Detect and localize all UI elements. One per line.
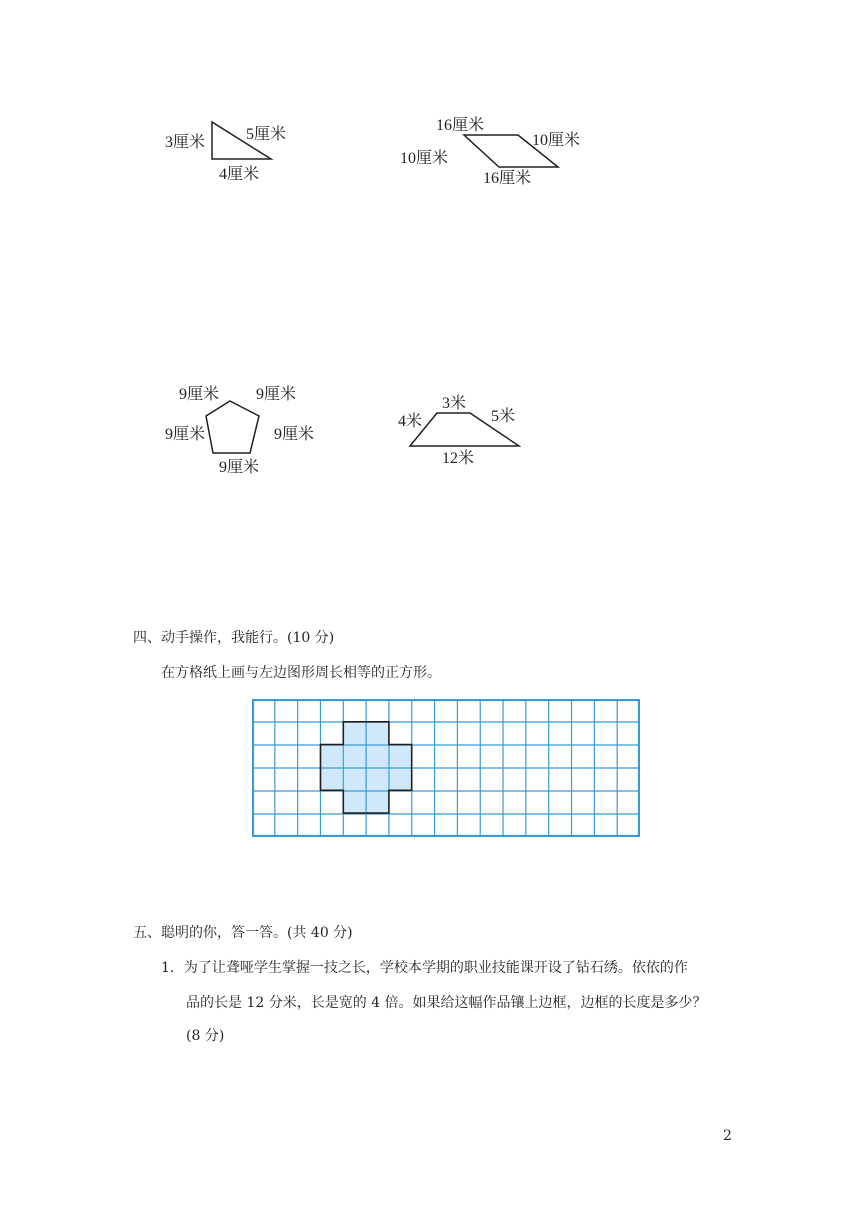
grid-svg: [252, 699, 640, 837]
pentagon-figure: [160, 376, 330, 481]
pentagon-shape: [206, 401, 259, 453]
trapezoid-bottom-label: 12米: [442, 450, 475, 467]
section-4-title: 四、动手操作，我能行。(10 分): [133, 630, 335, 646]
trapezoid-figure: [392, 388, 542, 473]
grid-paper: [252, 699, 640, 841]
parallelogram-top-label: 16厘米: [436, 117, 485, 134]
triangle-left-label: 3厘米: [165, 134, 206, 151]
question-1-line-3: (8 分): [186, 1028, 225, 1044]
pentagon-right-label: 9厘米: [274, 426, 315, 443]
section-5-title: 五、聪明的你，答一答。(共 40 分): [133, 925, 353, 941]
pentagon-top-right-label: 9厘米: [256, 386, 297, 403]
question-1-line-1: 1．为了让聋哑学生掌握一技之长，学校本学期的职业技能课开设了钻石绣。依依的作: [161, 960, 688, 976]
page-number: 2: [723, 1128, 732, 1144]
triangle-figure: [160, 110, 310, 190]
parallelogram-bottom-label: 16厘米: [483, 170, 532, 187]
pentagon-top-left-label: 9厘米: [179, 386, 220, 403]
parallelogram-figure: [395, 108, 595, 193]
pentagon-bottom-label: 9厘米: [219, 459, 260, 476]
trapezoid-right-label: 5米: [491, 408, 516, 425]
question-1-line-2: 品的长是 12 分米，长是宽的 4 倍。如果给这幅作品镶上边框，边框的长度是多少？: [186, 995, 707, 1011]
triangle-bottom-label: 4厘米: [219, 166, 260, 183]
pentagon-left-label: 9厘米: [165, 426, 206, 443]
trapezoid-top-label: 3米: [442, 395, 467, 412]
parallelogram-left-label: 10厘米: [400, 150, 449, 167]
section-4-instruction: 在方格纸上画与左边图形周长相等的正方形。: [161, 665, 441, 681]
trapezoid-left-label: 4米: [398, 413, 423, 430]
parallelogram-right-label: 10厘米: [532, 132, 581, 149]
triangle-hypotenuse-label: 5厘米: [246, 126, 287, 143]
